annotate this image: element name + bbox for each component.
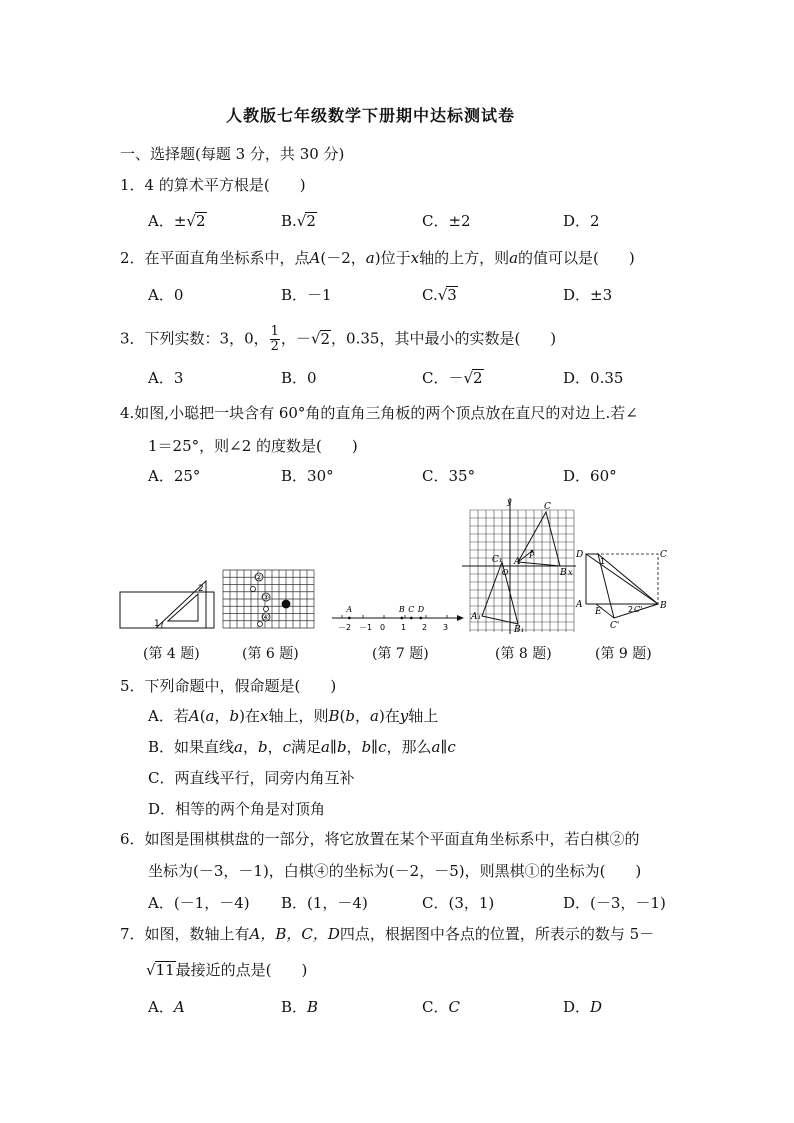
q7-option-b[interactable]: B．B: [281, 998, 319, 1016]
figure-8-caption: (第 8 题): [495, 646, 552, 662]
q6-option-b[interactable]: B．(1，－4): [281, 894, 368, 912]
number-line-point: [410, 617, 413, 620]
q7-option-d[interactable]: D．D: [563, 998, 603, 1016]
question-6-line2: 坐标为(－3，－1)，白棋④的坐标为(－2，－5)，则黑棋①的坐标为( ): [148, 862, 642, 880]
q3-option-b[interactable]: B．0: [281, 369, 317, 387]
q6-option-d[interactable]: D．(－3，－1): [563, 894, 666, 912]
q3-option-d[interactable]: D．0.35: [563, 369, 624, 387]
figure-8-label-x: x: [568, 568, 573, 577]
figure-9-label-a: A: [576, 600, 583, 610]
figure-8-label-b: B: [560, 568, 567, 578]
figure-9-label-b: B: [660, 601, 667, 611]
question-1-stem: 1．4 的算术平方根是( ): [120, 176, 306, 194]
figure-8-label-c: C: [544, 502, 551, 512]
question-5-stem: 5．下列命题中，假命题是( ): [120, 677, 337, 695]
question-2-stem: 2．在平面直角坐标系中，点A(－2，a)位于x轴的上方，则a的值可以是( ): [120, 249, 635, 267]
q4-option-d[interactable]: D．60°: [563, 467, 617, 485]
number-line-tick-label: 2: [422, 623, 428, 632]
figure-6-stone-4: ④: [262, 613, 270, 622]
question-7-line1: 7．如图，数轴上有A，B，C，D四点，根据图中各点的位置，所表示的数与 5－: [120, 925, 655, 943]
number-line-tick-label: －1: [359, 623, 373, 632]
number-line-point: [419, 617, 422, 620]
figure-9-label-2: 2: [628, 605, 634, 614]
figure-7-caption: (第 7 题): [372, 646, 429, 662]
number-line-point: [348, 617, 351, 620]
question-6-line1: 6．如图是围棋棋盘的一部分，将它放置在某个平面直角坐标系中，若白棋②的: [120, 830, 640, 848]
q2-option-c[interactable]: C.√3: [422, 286, 457, 304]
figure-8-label-c1: C₁: [492, 555, 503, 565]
number-line-tick-label: 3: [443, 623, 449, 632]
q7-option-a[interactable]: A．A: [148, 998, 185, 1016]
figure-9-label-c-prime: C': [610, 621, 620, 631]
figure-9-folded-rectangle: [572, 546, 672, 632]
figure-9-caption: (第 9 题): [595, 646, 652, 662]
q5-option-a[interactable]: A．若A(a，b)在x轴上，则B(b，a)在y轴上: [148, 707, 439, 725]
figure-4-caption: (第 4 题): [143, 646, 200, 662]
page-title: 人教版七年级数学下册期中达标测试卷: [226, 106, 516, 125]
figure-7-number-line: [330, 600, 466, 636]
q2-option-b[interactable]: B．－1: [281, 286, 332, 304]
number-line-point: [400, 617, 403, 620]
figure-8-label-y: y: [507, 497, 512, 506]
figure-9-label-d: D: [576, 550, 584, 560]
figure-9-label-1: 1: [600, 557, 606, 566]
number-line-point-label: B: [398, 605, 405, 614]
figure-9-label-c-prime-small: C': [634, 605, 643, 614]
q2-option-d[interactable]: D．±3: [563, 286, 613, 304]
number-line-point-label: A: [346, 605, 353, 614]
figure-4-angle-2: 2: [198, 584, 204, 594]
q3-option-a[interactable]: A．3: [148, 369, 184, 387]
q7-option-c[interactable]: C．C: [422, 998, 460, 1016]
q5-option-b[interactable]: B．如果直线a，b，c满足a∥b，b∥c，那么a∥c: [148, 738, 456, 756]
figure-6-stone-1: ①: [282, 601, 290, 610]
number-line-point-label: D: [417, 605, 425, 614]
q4-option-a[interactable]: A．25°: [148, 467, 201, 485]
q1-option-a[interactable]: A．±√2: [148, 212, 206, 230]
number-line-point-label: C: [408, 605, 415, 614]
figure-4-angle-1: 1: [154, 619, 160, 629]
q1-option-c[interactable]: C．±2: [422, 212, 471, 230]
figure-8-label-a: A: [514, 557, 521, 567]
q2-option-a[interactable]: A．0: [148, 286, 184, 304]
figure-9-label-c: C: [660, 550, 667, 560]
q6-option-a[interactable]: A．(－1，－4): [148, 894, 250, 912]
q4-option-c[interactable]: C．35°: [422, 467, 476, 485]
question-3-stem: 3．下列实数：3，0， $\frac{1}{2}$ ，－√2，0.35，其中最小的实数是( ): [120, 324, 557, 354]
figure-6-stone-2: ②: [255, 573, 263, 582]
fraction-one-half: $\frac{1}{2}$: [270, 324, 279, 354]
figure-4-ruler-triangle: [118, 565, 218, 633]
figure-6-stone-3: ③: [262, 593, 270, 602]
question-4-line2: 1＝25°，则∠2 的度数是( ): [148, 437, 358, 455]
section-heading: 一、选择题(每题 3 分，共 30 分): [120, 145, 345, 163]
q5-option-c[interactable]: C．两直线平行，同旁内角互补: [148, 769, 355, 787]
number-line-tick-label: －2: [338, 623, 352, 632]
number-line-tick-label: 1: [401, 623, 407, 632]
figure-8-label-p: P: [529, 551, 535, 560]
q1-option-d[interactable]: D．2: [563, 212, 600, 230]
figure-6-caption: (第 6 题): [242, 646, 299, 662]
figure-6-go-board: [220, 568, 320, 630]
question-7-line2: √11最接近的点是( ): [146, 961, 308, 979]
q5-option-d[interactable]: D．相等的两个角是对顶角: [148, 800, 326, 818]
q6-option-c[interactable]: C．(3，1): [422, 894, 495, 912]
question-4-line1: 4.如图,小聪把一块含有 60°角的直角三角板的两个顶点放在直尺的对边上.若∠: [120, 404, 638, 422]
figure-9-label-e: E: [595, 607, 602, 617]
figure-8-coordinate-grid: [462, 496, 584, 634]
q3-option-c[interactable]: C．－√2: [422, 369, 483, 387]
figure-8-label-a1: A₁: [471, 612, 482, 622]
q1-option-b[interactable]: B.√2: [281, 212, 316, 230]
figure-8-label-o: O: [502, 568, 509, 577]
number-line-tick-label: 0: [380, 623, 386, 632]
q4-option-b[interactable]: B．30°: [281, 467, 334, 485]
figure-8-label-b1: B₁: [514, 625, 525, 634]
